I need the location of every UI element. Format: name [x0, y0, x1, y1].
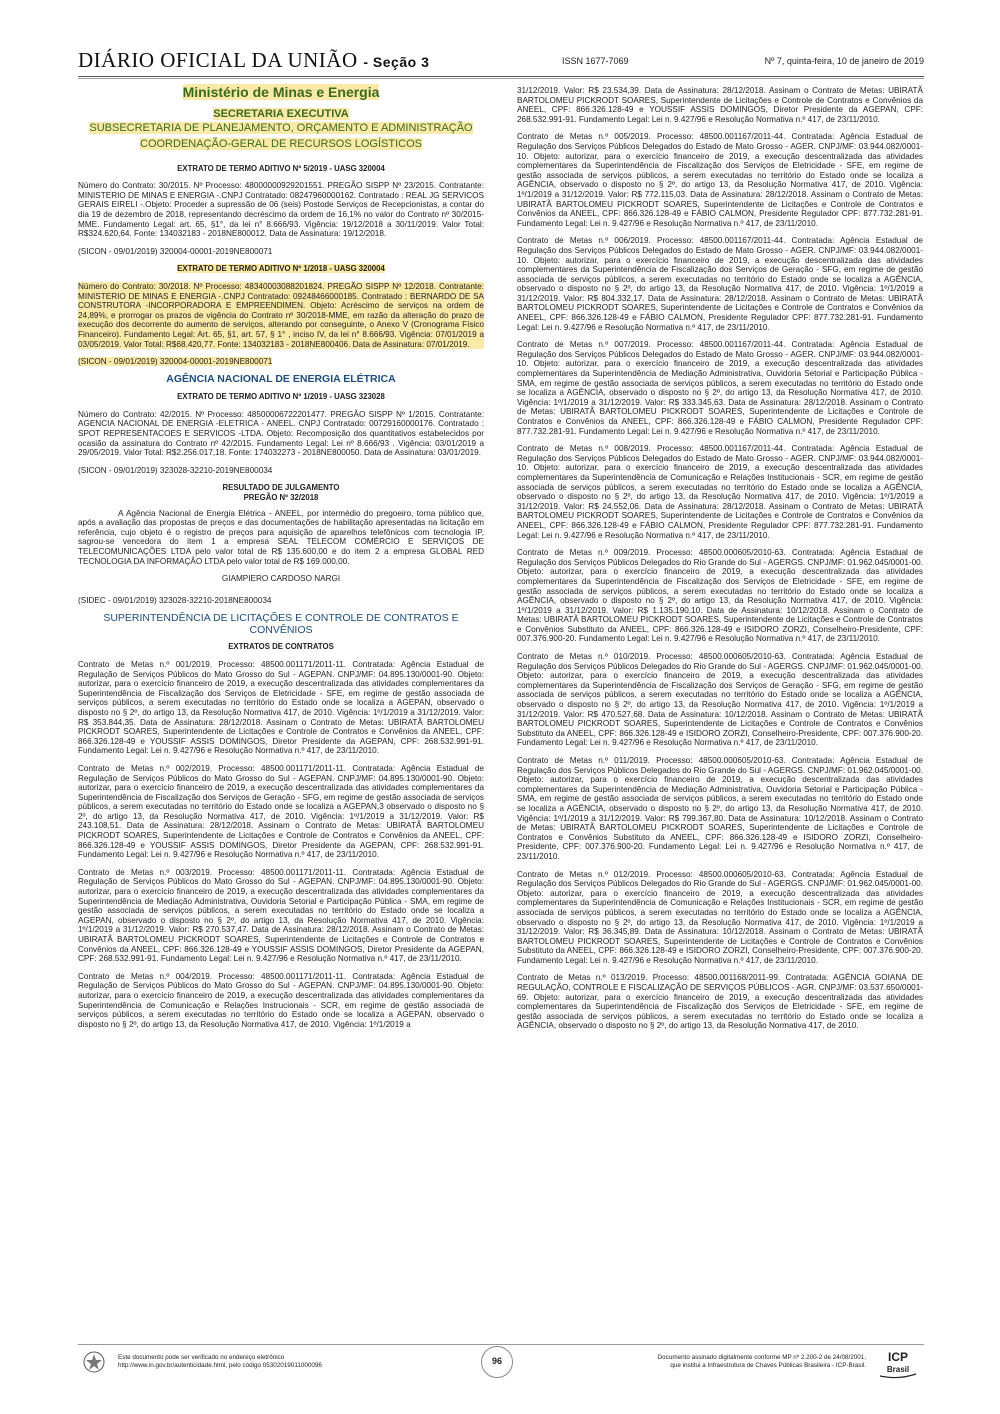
header-rule: [78, 76, 924, 77]
coordenacao-heading: COORDENAÇÃO-GERAL DE RECURSOS LOGÍSTICOS: [140, 137, 422, 150]
svg-text:Brasil: Brasil: [886, 1365, 910, 1374]
signature-line: que institui a Infraestrutura de Chaves Públicas Brasileira - ICP-Brasil.: [670, 1362, 866, 1369]
signer-name: GIAMPIERO CARDOSO NARGI: [221, 574, 341, 584]
subsecretaria-heading: SUBSECRETARIA DE PLANEJAMENTO, ORÇAMENTO E ADMINISTRAÇÃO: [89, 121, 473, 134]
resultado-title: RESULTADO DE JULGAMENTO: [222, 483, 340, 493]
contract-paragraph: Contrato de Metas n.º 005/2019. Processo: 48500.001167/2011-44. Contratada: Agência Estadual de Regulação dos Serviços Públicos Delegados do Estado de Mato Grosso - AGER. CNPJ/MF: 03.944.082/0001-10. Objeto: autorizar, para o exercício financeiro de 2019, a execução descentralizada das atividades complementares da Superintendência de Fiscalização dos Serviços de Eletricidade - SFE, em regime de gestão associada de serviços públicos, a serem executadas no território do Estado onde se localiza a AGÊNCIA, observado o disposto no § 2º, do artigo 13, da Resolução Normativa 417, de 2010. Vigência: 1º/1/2019 a 31/12/2019. Valor: R$ 772.115,03. Data de Assinatura: 28/12/2018. Assinam o Contrato de Metas: UBIRATÃ BARTOLOMEU PICKRODT SOARES, Superintendente de Licitações e Controle de Contratos e Convênios da ANEEL, CPF: 866.326.128-49 e FÁBIO CALMON, Presidente Regulador CPF: 877.732.281-91. Fundamento Legal: Lei n. 9.427/96 e Resolução Normativa n.º 417, de 23/11/2010.: [517, 132, 923, 228]
issue-info: Nº 7, quinta-feira, 10 de janeiro de 2019: [764, 56, 924, 66]
verification-note: [118, 1354, 322, 1370]
secretaria-heading: SECRETARIA EXECUTIVA: [213, 107, 349, 120]
contract-paragraph: Contrato de Metas n.º 009/2019. Processo: 48500.000605/2010-63. Contratada: Agência Estadual de Regulação dos Serviços Públicos Delegados do Rio Grande do Sul - AGERGS. CNPJ/MF: 01.962.045/0001-00. Objeto: autorizar, para o exercício financeiro de 2019, a execução descentralizada das atividades complementares da Superintendência de Fiscalização dos Serviços de Eletricidade - SFE, em regime de gestão associada de serviços públicos, a serem executadas no território do Estado onde se localiza a AGÊNCIA, observado o disposto no § 2º, do artigo 13, da Resolução Normativa 417, de 2010. Vigência: 1º/1/2019 a 31/12/2019. Valor: R$ 1.135.190,10. Data de Assinatura: 10/12/2018. Assinam o Contrato de Metas: UBIRATÃ BARTOLOMEU PICKRODT SOARES, Superintendente de Licitações e Controle de Contratos e Convênios Substituto da ANEEL, CPF: 866.326.128-49 e ISIDORO ZORZI, Conselheiro-Presidente, CPF: 007.376.900-20. Fundamento Legal: Lei n. 9.427/96 e Resolução Normativa n.º 417, de 23/11/2010.: [517, 548, 923, 644]
verification-link: http://www.in.gov.br/autenticidade.html, pelo código 05302019011000096: [118, 1362, 322, 1369]
contract-paragraph: Contrato de Metas n.º 007/2019. Processo: 48500.001167/2011-44. Contratada: Agência Estadual de Regulação dos Serviços Públicos Delegados do Estado de Mato Grosso - AGER. CNPJ/MF: 03.944.082/0001-10. Objeto: autorizar, para o exercício financeiro de 2019, a execução descentralizada das atividades complementares da Superintendência de Mediação Administrativa, Ouvidoria Setorial e Participação Pública - SMA, em regime de gestão associada de serviços públicos, a serem executadas no território do Estado onde se localiza a AGÊNCIA, observado o disposto no § 2º, do artigo 13, da Resolução Normativa 417, de 2010. Vigência: 1º/1/2019 a 31/12/2019. Valor: R$ 333.345,63. Data de Assinatura: 28/12/2018. Assinam o Contrato de Metas: UBIRATÃ BARTOLOMEU PICKRODT SOARES, Superintendente de Licitações e Controle de Contratos e Convênios da ANEEL, CPF: 866.326.128-49 e FÁBIO CALMON, Presidente Regulador CPF: 877.732.281-91. Fundamento Legal: Lei n. 9.427/96 e Resolução Normativa n.º 417, de 23/11/2010.: [517, 340, 923, 436]
contract-paragraph: Contrato de Metas n.º 006/2019. Processo: 48500.001167/2011-44. Contratada: Agência Estadual de Regulação dos Serviços Públicos Delegados do Estado de Mato Grosso - AGER. CNPJ/MF: 03.944.082/0001-10. Objeto: autorizar, para o exercício financeiro de 2019, a execução descentralizada das atividades complementares da Superintendência de Fiscalização dos Serviços de Geração - SFG, em regime de gestão associada de serviços públicos, a serem executadas no território do Estado onde se localiza a AGÊNCIA, observado o disposto no § 2º, do artigo 13, da Resolução Normativa 417, de 2010. Vigência: 1º/1/2019 a 31/12/2019. Valor: R$ 804.332,17. Data de Assinatura: 28/12/2018. Assinam o Contrato de Metas: UBIRATÃ BARTOLOMEU PICKRODT SOARES, Superintendente de Licitações e Controle de Contratos e Convênios da ANEEL, CPF: 866.326.128-49 e FÁBIO CALMON, Presidente Regulador CPF: 877.732.281-91. Fundamento Legal: Lei n. 9.427/96 e Resolução Normativa n.º 417, de 23/11/2010.: [517, 236, 923, 332]
masthead: [78, 48, 429, 73]
page-header: [78, 44, 924, 74]
sicon-ref: (SICON - 09/01/2019) 323028-32210-2019NE800034: [78, 465, 273, 475]
sicon-ref: (SICON - 09/01/2019) 320004-00001-2019NE800071: [78, 246, 273, 256]
verification-line: Este documento pode ser verificado no endereço eletrônico: [118, 1354, 285, 1361]
header-rule-thin: [78, 78, 924, 79]
resultado-body: A Agência Nacional de Energia Elétrica - ANEEL, por intermédio do pregoeiro, torna público que, após a avaliação das propostas de preços e das documentações de habilitação apresentadas na licitação em referência, cujo objeto é o registro de preços para aquisição de aparelhos telefônicos com tecnologia IP, sagrou-se vencedora do item 1 a empresa SEAL TELECOM COMÉRCIO E SERVIÇOS DE TELECOMUNICAÇÕES LTDA pelo valor total de R$ 135.600,00 e do item 2 a empresa GLOBAL RED TECNOLOGIA DA INFORMAÇÃO LTDA pelo valor total de R$ 169.000,00.: [78, 508, 484, 566]
brasao-emblem-icon: [82, 1350, 106, 1374]
issn: ISSN 1677-7069: [562, 56, 629, 66]
contract-paragraph: 31/12/2019. Valor: R$ 23.534,39. Data de Assinatura: 28/12/2018. Assinam o Contrato de Metas: UBIRATÃ BARTOLOMEU PICKRODT SOARES, Superintendente de Licitações e Controle de Contratos e Convênios da ANEEL, CPF: 866.326.128-49 e YOUSSIF ASSIS DOMINGOS, Diretor Presidente da AGEPAN, CPF: 268.532.991-91. Fundamento Legal: Lei n. 9.427/96 e Resolução Normativa n.º 417, de 23/11/2010.: [517, 86, 923, 124]
extratos-contratos-title: EXTRATOS DE CONTRATOS: [228, 642, 334, 652]
ministry-heading: Ministério de Minas e Energia: [182, 84, 380, 100]
page-footer: [78, 1348, 924, 1398]
sidec-ref: (SIDEC - 09/01/2019) 323028-32210-2018NE800034: [78, 595, 272, 605]
contract-paragraph: Contrato de Metas n.º 003/2019. Processo: 48500.001171/2011-11. Contratada: Agência Estadual de Regulação de Serviços Públicos do Mato Grosso do Sul - AGEPAN. CNPJ/MF: 04.895.130/0001-90. Objeto: autorizar, para o exercício financeiro de 2019, a execução descentralizada das atividades complementares da Superintendência de Mediação Administrativa, Ouvidoria Setorial e Participação Pública - SMA, em regime de gestão associada de serviços públicos, a serem executadas no território do Estado onde se localiza a AGEPAN, observado o disposto no § 2º, do artigo 13, da Resolução Normativa 417, de 2010. Vigência: 1º/1/2019 a 31/12/2019. Valor: R$ 270.537,47. Data de Assinatura: 28/12/2018. Assinam o Contrato de Metas: UBIRATÃ BARTOLOMEU PICKRODT SOARES, Superintendente de Licitações e Controle de Contratos e Convênios da ANEEL, CPF: 866.326.128-49 e YOUSSIF ASSIS DOMINGOS, Diretor Presidente da AGEPAN, CPF: 268.532.991-91. Fundamento Legal: Lei n. 9.427/96 e Resolução Normativa n.º 417, de 23/11/2010.: [78, 867, 484, 964]
contract-paragraph: Contrato de Metas n.º 001/2019. Processo: 48500.001171/2011-11. Contratada: Agência Estadual de Regulação de Serviços Públicos do Mato Grosso do Sul - AGEPAN. CNPJ/MF: 04.895.130/0001-90. Objeto: autorizar, para o exercício financeiro de 2019, a execução descentralizada das atividades complementares da Superintendência de Fiscalização dos Serviços de Eletricidade - SFE, em regime de gestão associada de serviços públicos, a serem executadas no território do Estado onde se localiza a AGEPAN, observado o disposto no § 2º, do artigo 13, da Resolução Normativa 417, de 2010. Vigência: 1º/1/2019 a 31/12/2019. Valor: R$ 353.844,35. Data de Assinatura: 28/12/2018. Assinam o Contrato de Metas: UBIRATÃ BARTOLOMEU PICKRODT SOARES, Superintendente de Licitações e Controle de Contratos e Convênios da ANEEL, CPF: 866.326.128-49 e YOUSSIF ASSIS DOMINGOS, Diretor Presidente da AGEPAN, CPF: 268.532.991-91. Fundamento Legal: Lei n. 9.427/96 e Resolução Normativa n.º 417, de 23/11/2010.: [78, 659, 484, 756]
extrato-title: EXTRATO DE TERMO ADITIVO Nº 5/2019 - UASG 320004: [177, 163, 385, 173]
extrato-body-highlighted: Número do Contrato: 30/2018. Nº Processo: 48340003088201824. PREGÃO SISPP Nº 12/2018. Contratante: MINISTERIO DE MINAS E ENERGIA -.CNPJ Contratado: 09248466000185. Contratado : BERNARDO DE SA CONSTRUTORA -INCORPORADORA E EMPREENDIMEN. Objeto: Acréscimo de serviços na ordem de 24,89%, e prorrogar os prazos de vigência do Contrato nº 30/2018-MME, em razão da alteração do prazo de execução dos decorrente do aumento de serviços, alterando por conseguinte, o Anexo V (Cronograma Físico Financeiro). Fundamento Legal: Art. 65, §1, art. 57, § 1° , inciso IV, da lei n° 8.666/93. Vigência: 07/01/2019 a 03/05/2019. Valor Total: R$68.420,77. Fonte: 134032183 - 2018NE800406. Data de Assinatura: 07/01/2019.: [78, 281, 484, 349]
section-label: - Seção 3: [363, 54, 430, 70]
contract-paragraph: Contrato de Metas n.º 010/2019. Processo: 48500.000605/2010-63. Contratada: Agência Estadual de Regulação dos Serviços Públicos Delegados do Rio Grande do Sul - AGERGS. CNPJ/MF: 01.962.045/0001-00. Objeto: autorizar, para o exercício financeiro de 2019, a execução descentralizada das atividades complementares da Superintendência de Fiscalização dos Serviços de Geração - SFG, em regime de gestão associada de serviços públicos, a serem executadas no território do Estado onde se localiza a AGÊNCIA, observado o disposto no § 2º, do artigo 13, da Resolução Normativa 417, de 2010. Vigência: 1º/1/2019 a 31/12/2019. Valor: R$ 470.527,68. Data de Assinatura: 10/12/2018. Assinam o Contrato de Metas: UBIRATÃ BARTOLOMEU PICKRODT SOARES, Superintendente de Licitações e Controle de Contratos e Convênios Substituto da ANEEL, CPF: 866.326.128-49 e ISIDORO ZORZI, Conselheiro-Presidente, CPF: 007.376.900-20. Fundamento Legal: Lei n. 9.427/96 e Resolução Normativa n.º 417, de 23/11/2010.: [517, 652, 923, 748]
aneel-heading: AGÊNCIA NACIONAL DE ENERGIA ELÉTRICA: [166, 372, 396, 385]
sicon-ref-highlighted: (SICON - 09/01/2019) 320004-00001-2019NE800071: [78, 357, 273, 367]
left-column: [78, 86, 484, 1037]
signature-note: [658, 1354, 866, 1370]
extrato-title: EXTRATO DE TERMO ADITIVO Nº 1/2018 - UASG 320004: [177, 264, 385, 274]
contract-paragraph: Contrato de Metas n.º 011/2019. Processo: 48500.000605/2010-63. Contratada: Agência Estadual de Regulação dos Serviços Públicos Delegados do Rio Grande do Sul - AGERGS. CNPJ/MF: 01.962.045/0001-00. Objeto: autorizar, para o exercício financeiro de 2019, a execução descentralizada das atividades complementares da Superintendência de Mediação Administrativa, Ouvidoria Setorial e Participação Pública - SMA, em regime de gestão associada de serviços públicos, a serem executadas no território do Estado onde se localiza a AGÊNCIA, observado o disposto no § 2º, do artigo 13, da Resolução Normativa 417, de 2010. Vigência: 1º/1/2019 a 31/12/2019. Valor: R$ 799.367,80. Data de Assinatura: 10/12/2018. Assinam o Contrato de Metas: UBIRATÃ BARTOLOMEU PICKRODT SOARES, Superintendente de Licitações e Controle de Contratos e Convênios Substituto da ANEEL, CPF: 866.326.128-49 e ISIDORO ZORZI, Conselheiro-Presidente, CPF: 007.376.900-20. Fundamento Legal: Lei n. 9.427/96 e Resolução Normativa n.º 417, de 23/11/2010.: [517, 756, 923, 861]
contract-paragraph: Contrato de Metas n.º 012/2019. Processo: 48500.000605/2010-63. Contratada: Agência Estadual de Regulação dos Serviços Públicos Delegados do Rio Grande do Sul - AGERGS. CNPJ/MF: 01.962.045/0001-00. Objeto: autorizar, para o exercício financeiro de 2019, a execução descentralizada das atividades complementares da Superintendência de Comunicação e Relações Institucionais - SCR, em regime de gestão associada de serviços públicos, a serem executadas no território do Estado onde se localiza a AGÊNCIA, observado o disposto no § 2º, do artigo 13, da Resolução Normativa 417, de 2010. Vigência: 1º/1/2019 a 31/12/2019. Valor: R$ 36.345,89. Data de Assinatura: 10/12/2018. Assinam o Contrato de Metas: UBIRATÃ BARTOLOMEU PICKRODT SOARES, Superintendente de Licitações e Controle de Contratos e Convênios Substituto da ANEEL, CPF: 866.326.128-49 e ISIDORO ZORZI, Conselheiro-Presidente, CPF: 007.376.900-20. Fundamento Legal: Lei n. 9.427/96 e Resolução Normativa n.º 417, de 23/11/2010.: [517, 869, 923, 965]
extrato-body: Número do Contrato: 42/2015. Nº Processo: 48500006722201477. PREGÃO SISPP Nº 1/2015. Contratante: AGENCIA NACIONAL DE ENERGIA -ELETRICA - ANEEL. CNPJ Contratado: 00729160000176. Contratado : SPOT REPRESENTACOES E SERVICOS -LTDA. Objeto: Recomposição dos quantitativos estabelecidos por ocasião da assinatura do Contrato nº 42/2015. Fundamento Legal: Lei nº 8.666/93 . Vigência: 03/01/2019 a 29/05/2019. Valor Total: R$2.256.017,18. Fonte: 174032273 - 2018NE800050. Data de Assinatura: 03/01/2019.: [78, 409, 484, 458]
contract-paragraph: Contrato de Metas n.º 004/2019. Processo: 48500.001171/2011-11. Contratada: Agência Estadual de Regulação de Serviços Públicos do Mato Grosso do Sul - AGEPAN. CNPJ/MF: 04.895.130/0001-90. Objeto: autorizar, para o exercício financeiro de 2019, a execução descentralizada das atividades complementares da Superintendência de Comunicação e Relações Instrucionais - SCR, em regime de gestão associada de serviços públicos, a serem executadas no território do Estado onde se localiza a AGEPAN, observado o disposto no § 2º, do artigo 13, da Resolução Normativa 417, de 2010. Vigência: 1º/1/2019 a: [78, 971, 484, 1029]
footer-rule: [78, 1344, 924, 1345]
svg-text:ICP: ICP: [887, 1350, 909, 1364]
superintendencia-heading: SUPERINTENDÊNCIA DE LICITAÇÕES E CONTROLE DE CONTRATOS E CONVÊNIOS: [103, 612, 459, 636]
extrato-title: EXTRATO DE TERMO ADITIVO Nº 1/2019 - UASG 323028: [177, 392, 385, 402]
extrato-body: Número do Contrato: 30/2015. Nº Processo: 48000000929201551. PREGÃO SISPP Nº 23/2015. Contratante: MINISTERIO DE MINAS E ENERGIA -.CNPJ Contratado: 08247960000162. Contratado : REAL JG SERVICOS GERAIS EIRELI -.Objeto: Proceder a supressão de 06 (seis) Postode Serviços de Recepcionistas, a contar do dia 19 de dezembro de 2018, representando decréscimo da ordem de 16,1% no valor do Contrato nº 30/2015-MME. Fundamento Legal: art. 65, §1°, da lei n° 8.666/93. Vigência: 19/12/2018 a 30/11/2019. Valor Total: R$324.620,64. Fonte: 134032183 - 2018NE800012. Data de Assinatura: 19/12/2018.: [78, 181, 484, 239]
contract-paragraph: Contrato de Metas n.º 002/2019. Processo: 48500.001171/2011-11. Contratada: Agência Estadual de Regulação de Serviços Públicos do Mato Grosso do Sul - AGEPAN. CNPJ/MF: 04.895.130/0001-90. Objeto: autorizar, para o exercício financeiro de 2019, a execução descentralizada das atividades complementares da Superintendência de Fiscalização dos Serviços de Geração - SFG, em regime de gestão associada de serviços públicos, a serem executadas no território do Estado onde se localiza a AGEPAN,3 observado o disposto no § 2º, do artigo 13, da Resolução Normativa 417, de 2010. Vigência: 1º/1/2019 a 31/12/2019. Valor: R$ 243.108,51. Data de Assinatura: 28/12/2018. Assinam o Contrato de Metas: UBIRATÃ BARTOLOMEU PICKRODT SOARES, Superintendente de Licitações e Controle de Contratos e Convênios da ANEEL, CPF: 866.326.128-49 e YOUSSIF ASSIS DOMINGOS, Diretor Presidente da AGEPAN, CPF: 268.532.991-91. Fundamento Legal: Lei n. 9.427/96 e Resolução Normativa n.º 417, de 23/11/2010.: [78, 763, 484, 860]
right-column: [517, 86, 923, 1039]
contract-paragraph: Contrato de Metas n.º 013/2019. Processo: 48500.001168/2011-99. Contratada: AGÊNCIA GOIANA DE REGULAÇÃO, CONTROLE E FISCALIZAÇÃO DE SERVIÇOS PÚBLICOS - AGR. CNPJ/MF: 03.537.650/0001-69. Objeto: autorizar, para o exercício financeiro de 2019, a execução descentralizada das atividades complementares da Superintendência de Fiscalização dos Serviços de Eletricidade - SFE, em regime de gestão associada de serviços públicos, a serem executadas no território do Estado onde se localiza a AGÊNCIA, observado o disposto no § 2º, do artigo 13, da Resolução Normativa 417, de 2010.: [517, 973, 923, 1031]
masthead-title: DIÁRIO OFICIAL DA UNIÃO: [78, 48, 358, 72]
icp-brasil-logo-icon: [876, 1348, 920, 1380]
signature-line: Documento assinado digitalmente conforme MP nº 2.200-2 de 24/08/2001,: [657, 1354, 866, 1361]
page-number: 96: [481, 1346, 513, 1378]
contract-paragraph: Contrato de Metas n.º 008/2019. Processo: 48500.001167/2011-44. Contratada: Agência Estadual de Regulação dos Serviços Públicos Delegados do Estado de Mato Grosso - AGER. CNPJ/MF: 03.944.082/0001-10. Objeto: autorizar, para o exercício financeiro de 2019, a execução descentralizada das atividades complementares da Superintendência de Comunicação e Relações Institucionais - SCR, em regime de gestão associada de serviços públicos, a serem executadas no território do Estado onde se localiza a AGÊNCIA, observado o disposto no § 2º, do artigo 13, da Resolução Normativa 417, de 2010. Vigência: 1º/1/2019 a 31/12/2019. Valor: R$ 24.552,06. Data de Assinatura: 28/12/2018. Assinam o Contrato de Metas: UBIRATÃ BARTOLOMEU PICKRODT SOARES, Superintendente de Licitações e Controle de Contratos e Convênios da ANEEL, CPF: 866.326.128-49 e FÁBIO CALMON, Presidente Regulador CPF: 877.732.281-91. Fundamento Legal: Lei n. 9.427/96 e Resolução Normativa n.º 417, de 23/11/2010.: [517, 444, 923, 540]
pregao-title: PREGÃO Nº 32/2018: [243, 493, 319, 503]
